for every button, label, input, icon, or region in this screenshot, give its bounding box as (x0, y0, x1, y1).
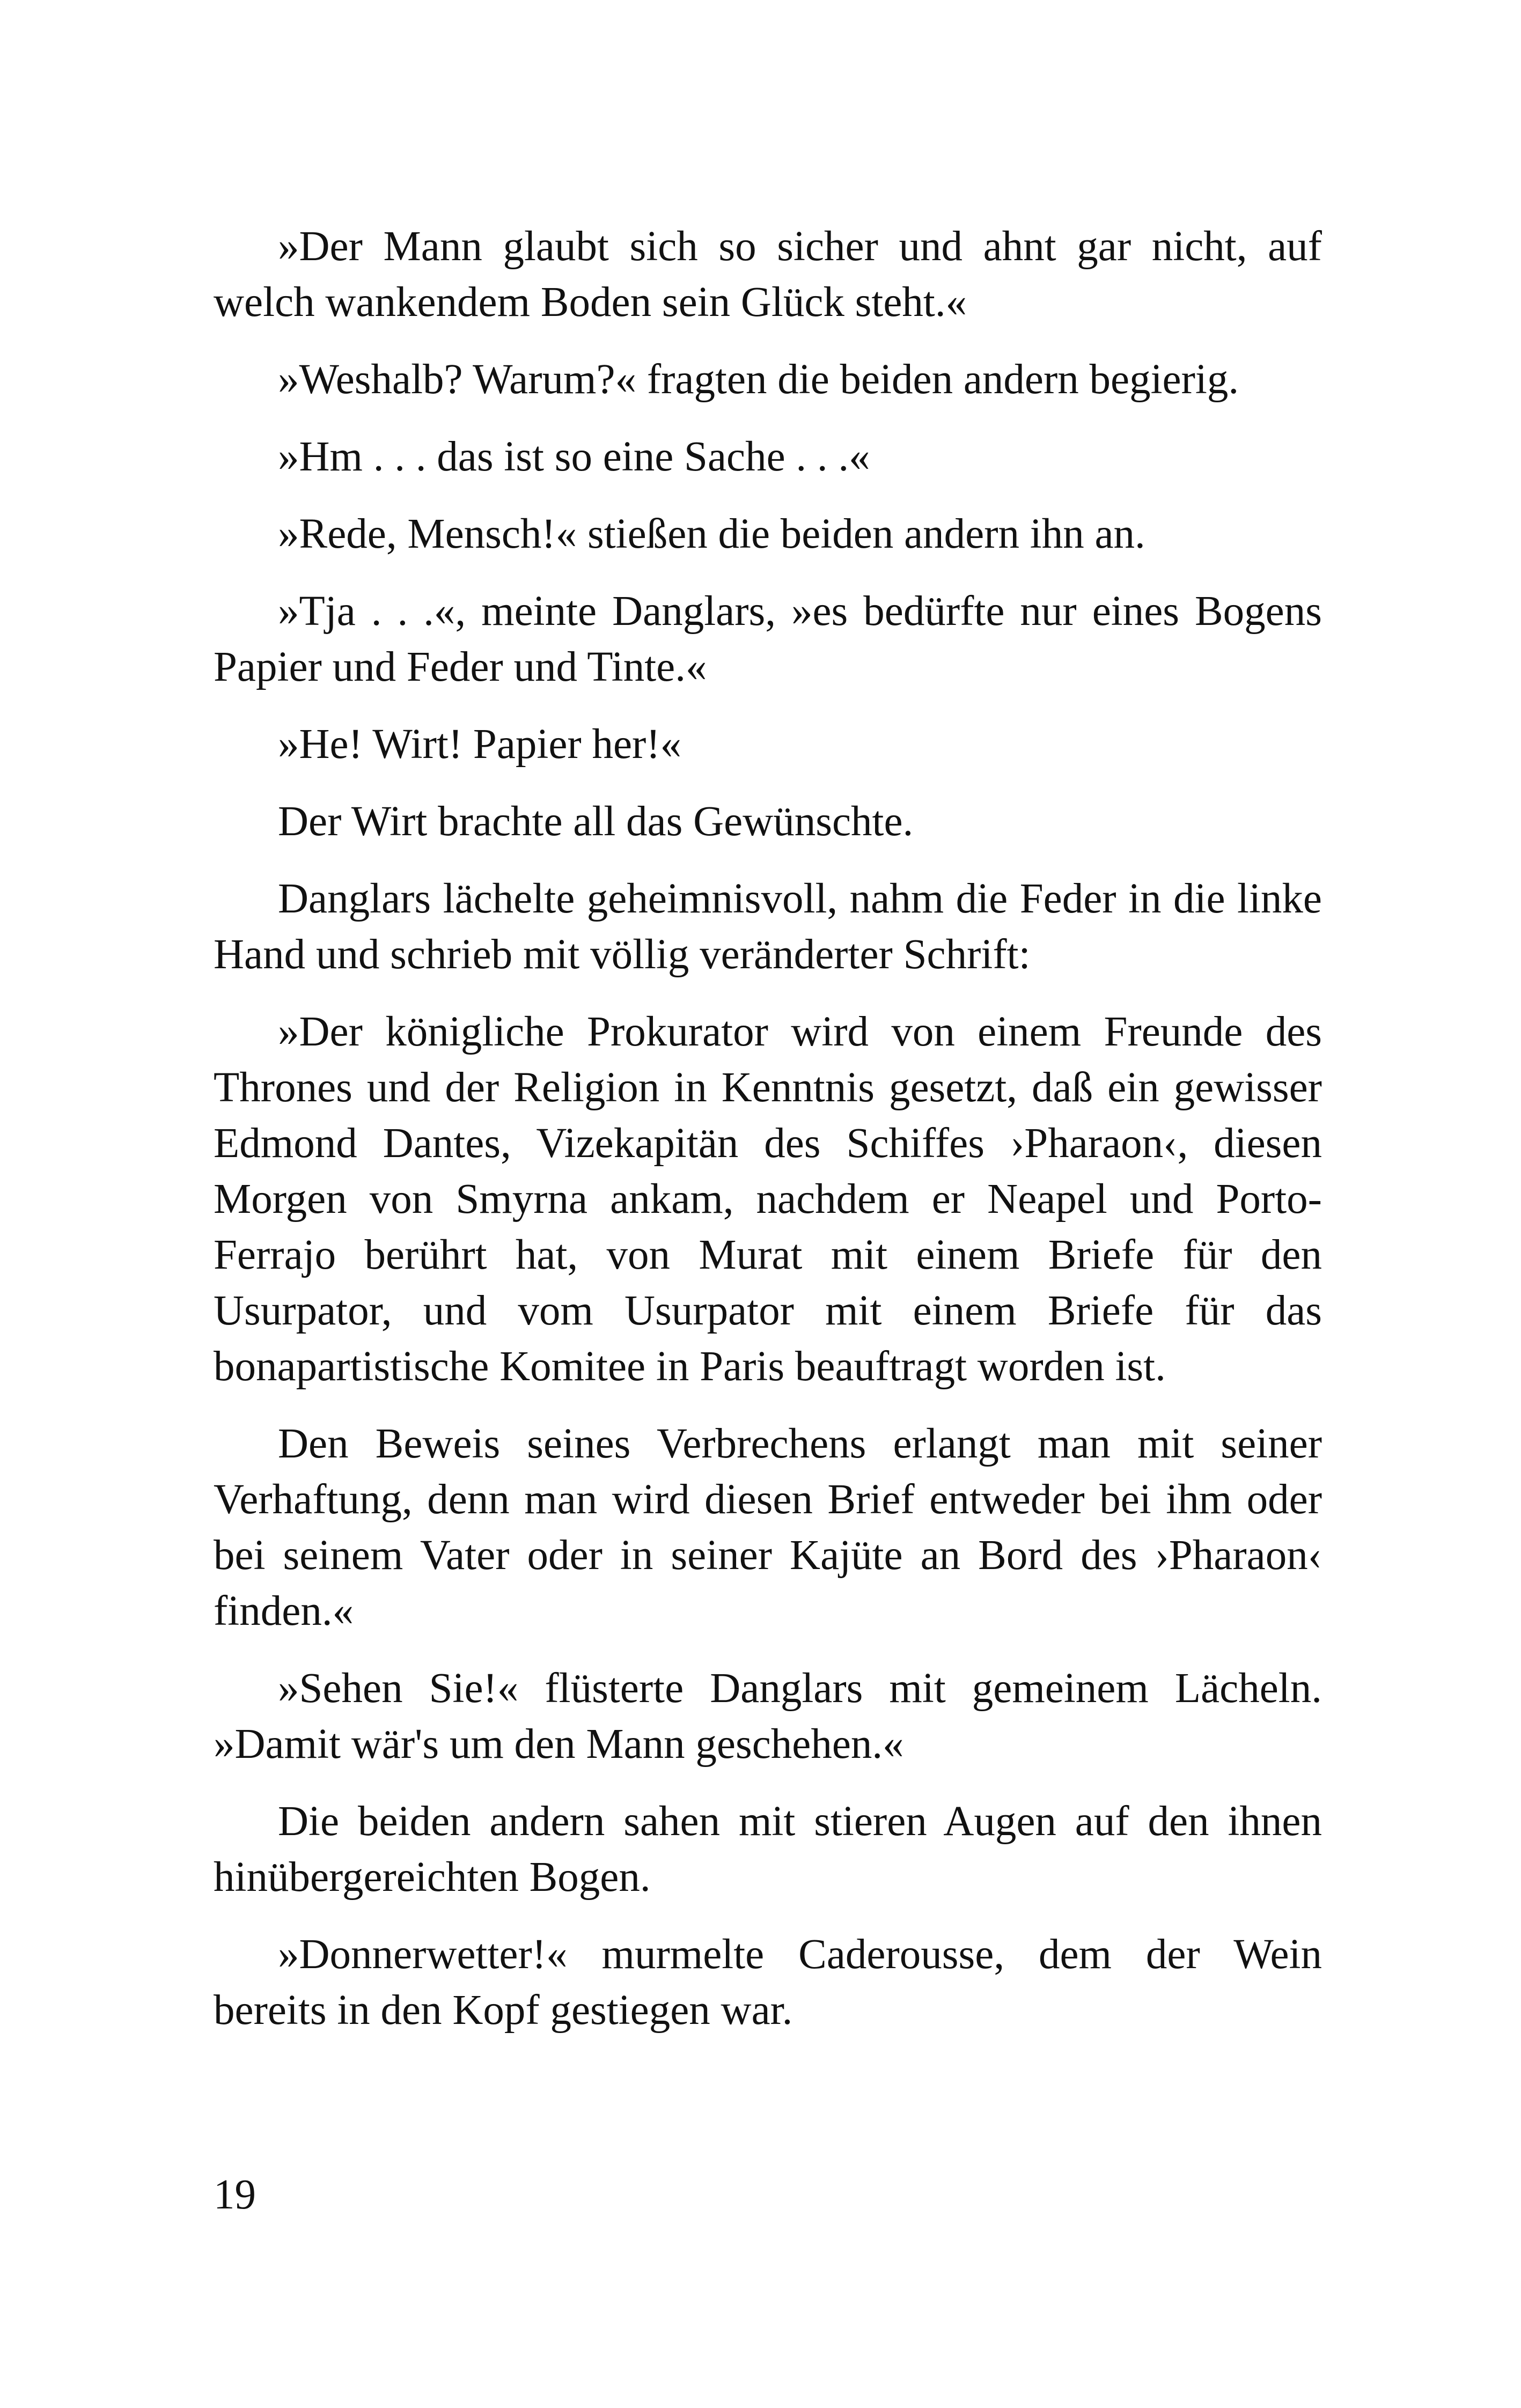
paragraph: »Rede, Mensch!« stießen die beiden andern ihn an. (278, 511, 1145, 557)
paragraph: »He! Wirt! Papier her!« (278, 721, 682, 768)
paragraph: »Sehen Sie!« flüsterte Danglars mit gemeinem Lächeln. »Damit wär's um den Mann geschehen.« (214, 1665, 1322, 1768)
paragraph: Die beiden andern sahen mit stieren Augen auf den ihnen hinübergereichten Bogen. (214, 1798, 1322, 1901)
paragraph: »Hm . . . das ist so eine Sache . . .« (278, 433, 870, 480)
body-text (214, 219, 1322, 2060)
paragraph: »Der königliche Prokurator wird von einem Freunde des Thrones und der Religion in Kenntnis gesetzt, daß ein gewisser Edmond Dantes, Vizekapitän des Schiffes ›Pharaon‹, diesen Morgen von Smyrna ankam, nachdem er Neapel und Porto-Ferrajo berührt hat, von Murat mit einem Briefe für den Usurpator, und vom Usurpator mit einem Briefe für das bonapartistische Komitee in Paris beauftragt worden ist. (214, 1008, 1322, 1390)
paragraph: »Der Mann glaubt sich so sicher und ahnt gar nicht, auf welch wankendem Boden sein Glück steht.« (214, 223, 1322, 326)
paragraph: Den Beweis seines Verbrechens erlangt man mit seiner Verhaftung, denn man wird diesen Brief entweder bei ihm oder bei seinem Vater oder in seiner Kajüte an Bord des ›Pharaon‹ finden.« (214, 1420, 1322, 1634)
paragraph: Danglars lächelte geheimnisvoll, nahm die Feder in die linke Hand und schrieb mit völlig veränderter Schrift: (214, 875, 1322, 978)
page-number: 19 (214, 2171, 256, 2218)
paragraph: »Tja . . .«, meinte Danglars, »es bedürfte nur eines Bogens Papier und Feder und Tinte.« (214, 588, 1322, 690)
paragraph: Der Wirt brachte all das Gewünschte. (278, 798, 914, 845)
paragraph: »Weshalb? Warum?« fragten die beiden andern begierig. (278, 356, 1239, 403)
paragraph: »Donnerwetter!« murmelte Caderousse, dem der Wein bereits in den Kopf gestiegen war. (214, 1931, 1322, 2034)
